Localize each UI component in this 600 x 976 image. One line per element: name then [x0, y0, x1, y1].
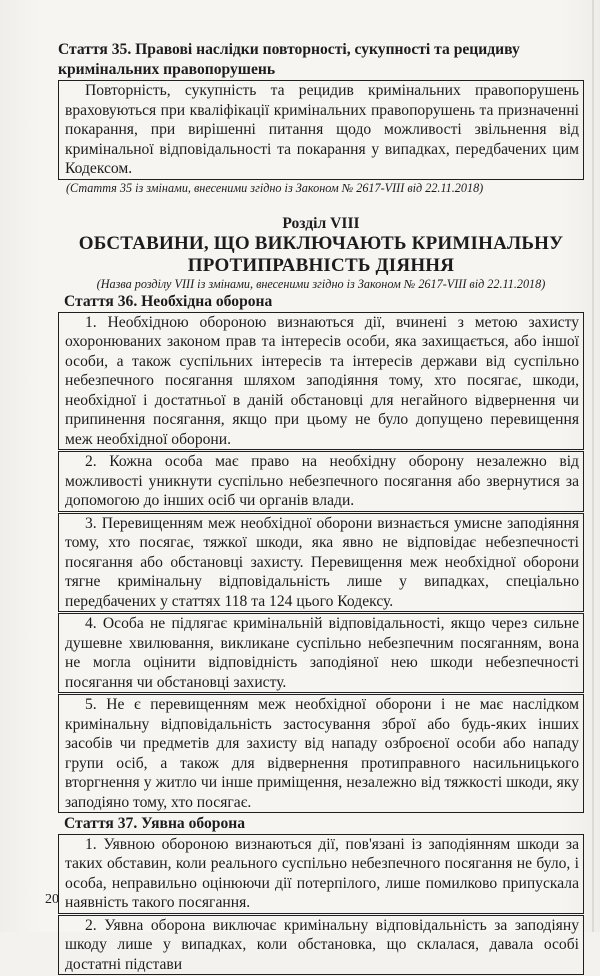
- page-fold-shadow: [592, 0, 594, 932]
- section-label: Розділ VIII: [282, 214, 360, 232]
- article-37-part-2: 2. Уявна оборона виключає кримінальну відповідальність за заподіяну шкоду лише у випадках, коли обстановка, що склалася, давала особі достатні підстави: [65, 916, 579, 973]
- page-content: [58, 40, 584, 976]
- article-36-part-5: 5. Не є перевищенням меж необхідної оборони і не має наслідком кримінальну відповідальність застосування зброї або будь-яких інших засобів чи предметів для захисту від нападу озброєної особи або нападу групи осіб, а також для відвернення протиправного насильницького вторгнення у житло чи інше приміщення, незалежно від тяжкості шкоди, яку заподіяно тому, хто посягає.: [65, 696, 579, 811]
- section-title-line-2: ПРОТИПРАВНІСТЬ ДІЯННЯ: [187, 255, 455, 276]
- article-35-box: [58, 80, 584, 180]
- article-36-part-4: 4. Особа не підлягає кримінальній відповідальності, якщо через сильне душевне хвилювання, викликане суспільно небезпечним посяганням, вона не могла оцінити відповідність заподіяної нею шкоди небезпечності посягання чи обстановці захисту.: [65, 615, 579, 691]
- article-36-part-3-box: [58, 513, 584, 613]
- article-37-heading: Стаття 37. Уявна оборона: [64, 815, 246, 832]
- article-35-paragraph: Повторність, сукупність та рецидив кримінальних правопорушень враховуються при кваліфікації кримінальних правопорушень та призначенні покарання, при вирішенні питання щодо можливості звільнення від кримінальної відповідальності та покарання у випадках, передбачених цим Кодексом.: [65, 82, 579, 177]
- article-36-part-3: 3. Перевищенням меж необхідної оборони визнається умисне заподіяння тому, хто посягає, тяжкої шкоди, яка явно не відповідає небезпечності посягання або обстановці захисту. Перевищення меж необхідної оборони тягне кримінальну відповідальність лише у випадках, спеціально передбачених у статтях 118 та 124 цього Кодексу.: [65, 514, 579, 610]
- article-35-note: (Стаття 35 із змінами, внесеними згідно із Законом № 2617-VIII від 22.11.2018): [66, 180, 484, 195]
- article-36-heading: Стаття 36. Необхідна оборона: [64, 293, 273, 310]
- article-36-part-2-box: [58, 451, 584, 512]
- article-37-part-1-box: [58, 834, 584, 914]
- article-36-part-5-box: [58, 694, 584, 813]
- article-35-heading: Стаття 35. Правові наслідки повторності, сукупності та рецидиву кримінальних правопорушень: [58, 41, 520, 78]
- article-36-part-1-box: [58, 312, 584, 451]
- article-36-part-2: 2. Кожна особа має право на необхідну оборону незалежно від можливості уникнути суспільно небезпечного посягання або звернутися за допомогою до інших осіб чи органів влади.: [65, 453, 579, 509]
- article-37-part-1: 1. Уявною обороною визнаються дії, пов'язані із заподіянням шкоди за таких обставин, коли реального суспільно небезпечного посягання не було, і особа, неправильно оцінюючи дії потерпілого, лише помилково припускала наявність такого посягання.: [65, 835, 579, 911]
- article-36-part-4-box: [58, 613, 584, 693]
- section-title-line-1: ОБСТАВИНИ, ЩО ВИКЛЮЧАЮТЬ КРИМІНАЛЬНУ: [78, 233, 564, 254]
- page-number: 20: [45, 892, 59, 907]
- article-36-part-1: 1. Необхідною обороною визнаються дії, вчинені з метою захисту охоронюваних законом прав та інтересів особи, яка захищається, або іншої особи, а також суспільних інтересів та інтересів держави від суспільно небезпечного посягання шляхом заподіяння тому, хто посягає, шкоди, необхідної і достатньої в даній обстановці для негайного відвернення чи припинення посягання, якщо при цьому не було допущено перевищення меж необхідної оборони.: [65, 313, 579, 448]
- section-note: (Назва розділу VIII із змінами, внесеними згідно із Законом № 2617-VIII від 22.11.2018): [96, 277, 546, 291]
- article-37-part-2-box: [58, 915, 584, 976]
